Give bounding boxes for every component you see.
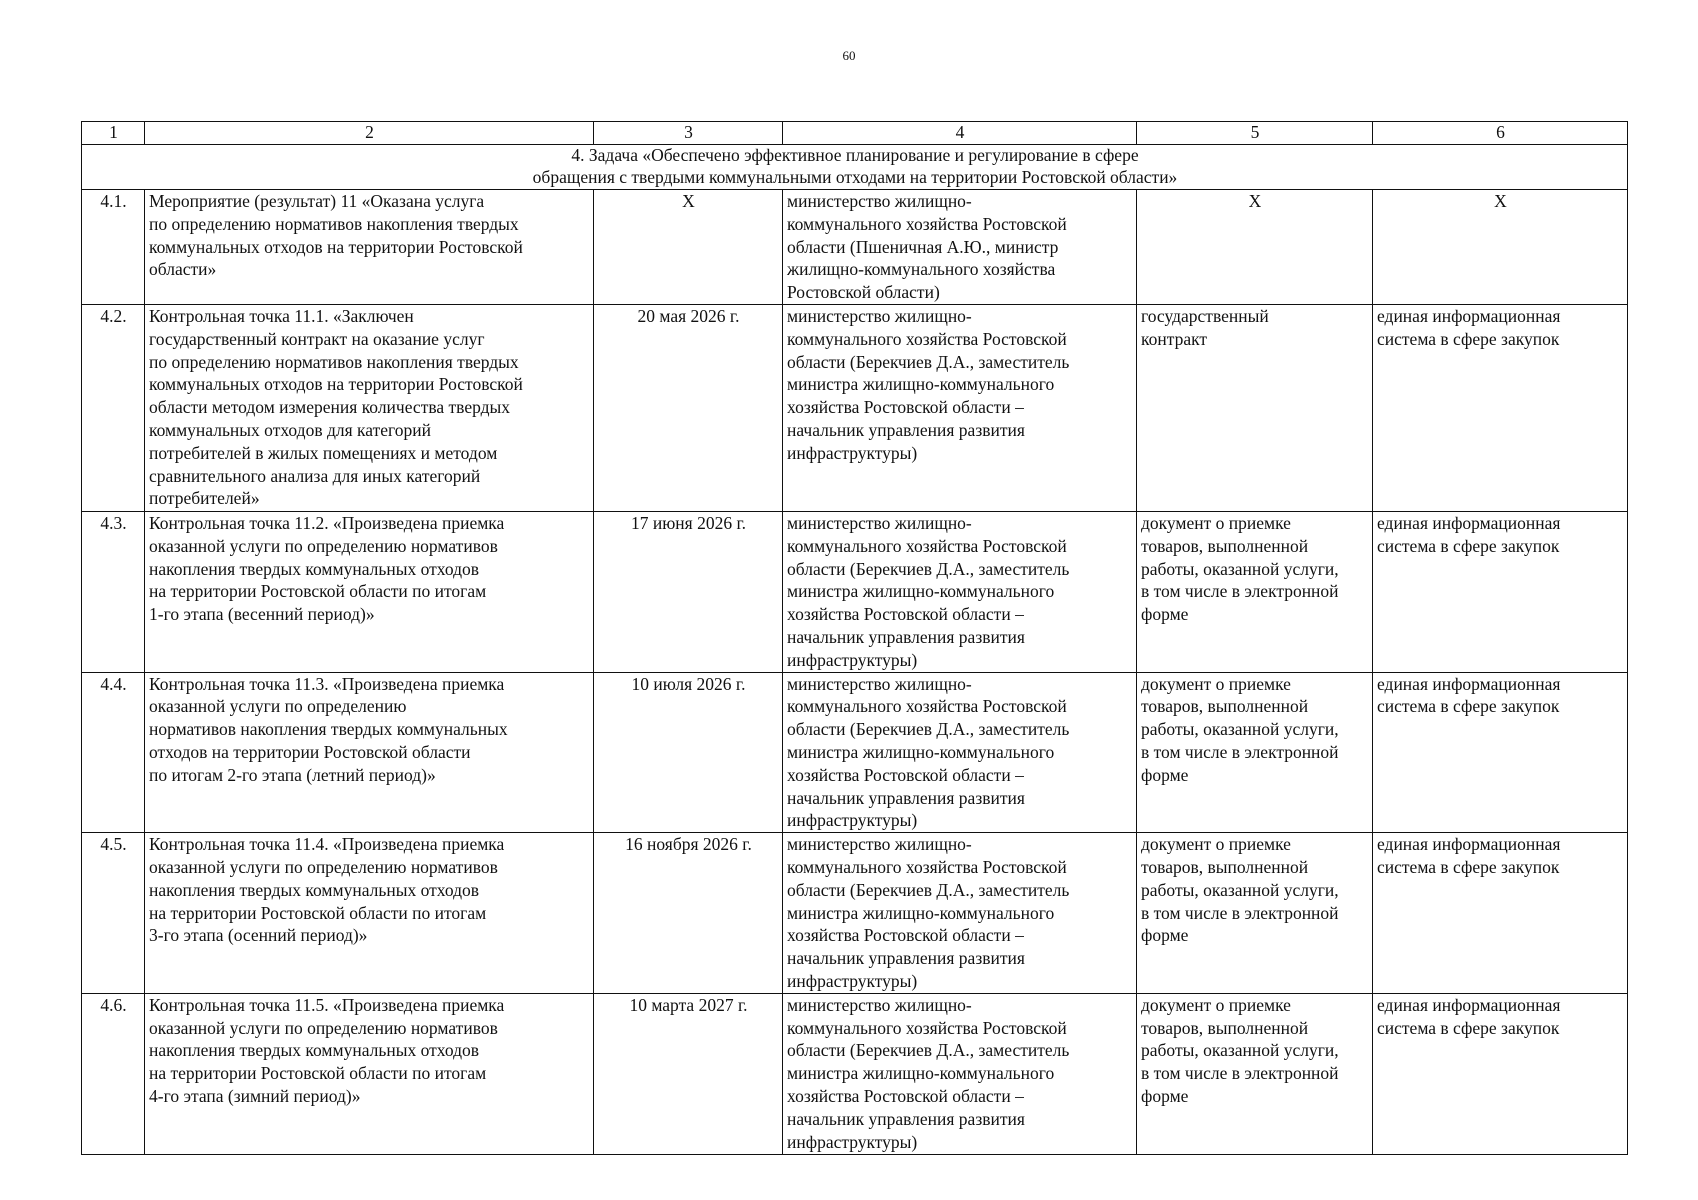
table-row xyxy=(82,304,1628,511)
row-date: 17 июня 2026 г. xyxy=(594,511,783,672)
row-date: 16 ноября 2026 г. xyxy=(594,833,783,994)
row-responsible: министерство жилищно- коммунального хозяйства Ростовской области (Берекчиев Д.А., заместитель министра жилищно-коммунального хозяйства Ростовской области – начальник управления развития инфраструктуры) xyxy=(783,511,1137,672)
row-date: 10 июля 2026 г. xyxy=(594,672,783,833)
row-number: 4.1. xyxy=(82,190,145,305)
column-header: 6 xyxy=(1373,122,1628,145)
column-number-row xyxy=(82,122,1628,145)
table-row xyxy=(82,993,1628,1154)
row-number: 4.4. xyxy=(82,672,145,833)
table-row xyxy=(82,672,1628,833)
table-row xyxy=(82,190,1628,305)
row-responsible: министерство жилищно- коммунального хозяйства Ростовской области (Пшеничная А.Ю., министр жилищно-коммунального хозяйства Ростовской области) xyxy=(783,190,1137,305)
row-number: 4.2. xyxy=(82,304,145,511)
table-row xyxy=(82,833,1628,994)
row-system: единая информационная система в сфере закупок xyxy=(1373,511,1628,672)
row-title: Контрольная точка 11.1. «Заключен государственный контракт на оказание услуг по определению нормативов накопления твердых коммунальных отходов на территории Ростовской области методом измерения количества твердых коммунальных отходов для категорий потребителей в жилых помещениях и методом сравнительного анализа для иных категорий потребителей» xyxy=(145,304,594,511)
column-header: 3 xyxy=(594,122,783,145)
row-title: Контрольная точка 11.3. «Произведена приемка оказанной услуги по определению нормативов накопления твердых коммунальных отходов на территории Ростовской области по итогам 2-го этапа (летний период)» xyxy=(145,672,594,833)
row-document: документ о приемке товаров, выполненной работы, оказанной услуги, в том числе в электронной форме xyxy=(1137,833,1373,994)
row-responsible: министерство жилищно- коммунального хозяйства Ростовской области (Берекчиев Д.А., заместитель министра жилищно-коммунального хозяйства Ростовской области – начальник управления развития инфраструктуры) xyxy=(783,833,1137,994)
row-title: Контрольная точка 11.4. «Произведена приемка оказанной услуги по определению нормативов накопления твердых коммунальных отходов на территории Ростовской области по итогам 3-го этапа (осенний период)» xyxy=(145,833,594,994)
row-document: документ о приемке товаров, выполненной работы, оказанной услуги, в том числе в электронной форме xyxy=(1137,511,1373,672)
row-responsible: министерство жилищно- коммунального хозяйства Ростовской области (Берекчиев Д.А., заместитель министра жилищно-коммунального хозяйства Ростовской области – начальник управления развития инфраструктуры) xyxy=(783,993,1137,1154)
row-document: документ о приемке товаров, выполненной работы, оказанной услуги, в том числе в электронной форме xyxy=(1137,993,1373,1154)
row-system: единая информационная система в сфере закупок xyxy=(1373,993,1628,1154)
row-document: государственный контракт xyxy=(1137,304,1373,511)
row-title: Контрольная точка 11.2. «Произведена приемка оказанной услуги по определению нормативов накопления твердых коммунальных отходов на территории Ростовской области по итогам 1-го этапа (весенний период)» xyxy=(145,511,594,672)
row-date: 10 марта 2027 г. xyxy=(594,993,783,1154)
column-header: 4 xyxy=(783,122,1137,145)
row-document: документ о приемке товаров, выполненной работы, оказанной услуги, в том числе в электронной форме xyxy=(1137,672,1373,833)
row-number: 4.3. xyxy=(82,511,145,672)
table-row xyxy=(82,511,1628,672)
section-title: 4. Задача «Обеспечено эффективное планирование и регулирование в сфере обращения с твердыми коммунальными отходами на территории Ростовской области» xyxy=(82,145,1628,190)
row-responsible: министерство жилищно- коммунального хозяйства Ростовской области (Берекчиев Д.А., заместитель министра жилищно-коммунального хозяйства Ростовской области – начальник управления развития инфраструктуры) xyxy=(783,672,1137,833)
column-header: 2 xyxy=(145,122,594,145)
row-number: 4.5. xyxy=(82,833,145,994)
column-header: 1 xyxy=(82,122,145,145)
row-title: Контрольная точка 11.5. «Произведена приемка оказанной услуги по определению нормативов накопления твердых коммунальных отходов на территории Ростовской области по итогам 4-го этапа (зимний период)» xyxy=(145,993,594,1154)
column-header: 5 xyxy=(1137,122,1373,145)
row-system: единая информационная система в сфере закупок xyxy=(1373,672,1628,833)
row-date: 20 мая 2026 г. xyxy=(594,304,783,511)
row-title: Мероприятие (результат) 11 «Оказана услуга по определению нормативов накопления твердых коммунальных отходов на территории Ростовской области» xyxy=(145,190,594,305)
section-row xyxy=(82,145,1628,190)
row-date: X xyxy=(594,190,783,305)
page-number: 60 xyxy=(842,48,856,63)
row-system: единая информационная система в сфере закупок xyxy=(1373,833,1628,994)
row-number: 4.6. xyxy=(82,993,145,1154)
row-system: X xyxy=(1373,190,1628,305)
row-system: единая информационная система в сфере закупок xyxy=(1373,304,1628,511)
plan-table xyxy=(81,121,1628,1155)
row-document: X xyxy=(1137,190,1373,305)
row-responsible: министерство жилищно- коммунального хозяйства Ростовской области (Берекчиев Д.А., заместитель министра жилищно-коммунального хозяйства Ростовской области – начальник управления развития инфраструктуры) xyxy=(783,304,1137,511)
